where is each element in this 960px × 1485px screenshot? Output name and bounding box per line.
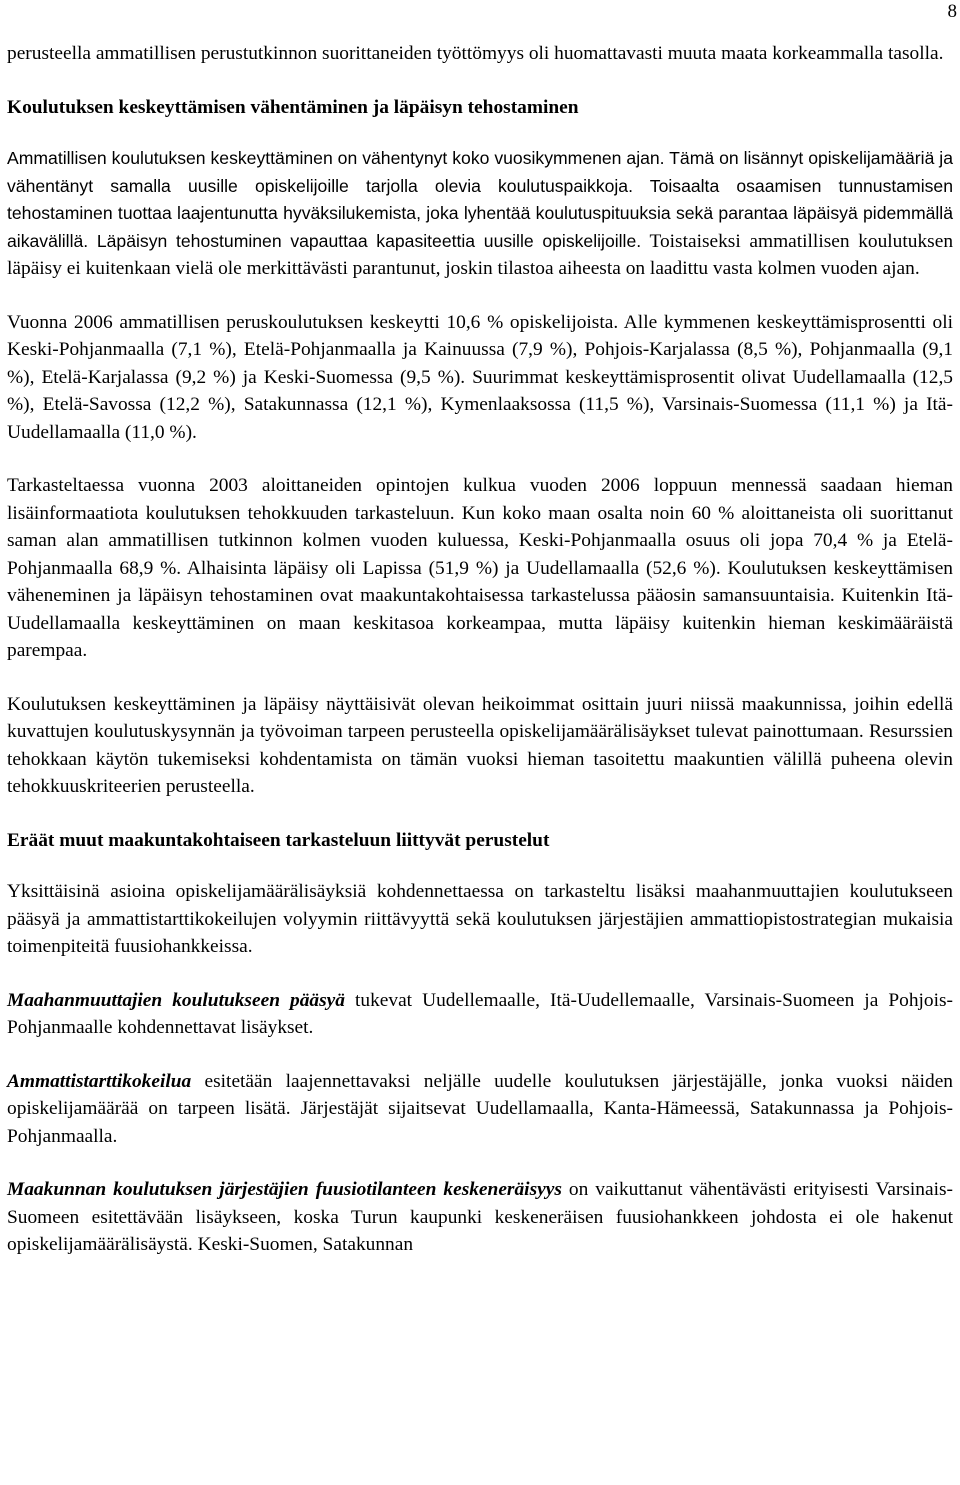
- paragraph-vocational-start: [7, 1068, 953, 1151]
- paragraph-dropout-trend-serif: Toistaiseksi ammatillisen koulutuksen läpäisy ei kuitenkaan vielä ole merkittävästi parantunut, joskin tilastoa aiheesta on laadittu vasta kolmen vuoden ajan.: [7, 230, 954, 279]
- paragraph-immigrants-rest: tukevat Uudellemaalle, Itä-Uudellemaalle, Varsinais-Suomeen ja Pohjois-Pohjanmaalle kohdennettavat lisäykset.: [7, 989, 953, 1038]
- paragraph-fusion: [7, 1176, 953, 1259]
- paragraph-immigrants: [7, 987, 953, 1042]
- paragraph-completion-2003: Tarkasteltaessa vuonna 2003 aloittaneiden opintojen kulkua vuoden 2006 loppuun mennessä saadaan hieman lisäinformaatiota koulutuksen tehokkuuden tarkasteluun. Kun koko maan osalta noin 60 % aloittaneista oli suorittanut saman alan ammatillisen tutkinnon kolmen vuoden kuluessa, Keski-Pohjanmaalla osuus oli jopa 70,4 % ja Etelä-Pohjanmaalla 68,9 %. Alhaisinta läpäisy oli Lapissa (51,9 %) ja Uudellamaalla (52,6 %). Koulutuksen keskeyttämisen väheneminen ja läpäisyn tehostaminen ovat maakuntakohtaisessa tarkastelussa pääosin samansuuntaisia. Kuitenkin Itä-Uudellamaalla keskeyttäminen on maan keskitasoa korkeampaa, mutta läpäisy kuitenkin hieman keskimääräistä parempaa.: [7, 475, 953, 661]
- paragraph-dropout-2006: Vuonna 2006 ammatillisen peruskoulutuksen keskeytti 10,6 % opiskelijoista. Alle kymmenen keskeyttämisprosentti oli Keski-Pohjanmaalla (7,1 %), Etelä-Pohjanmaalla ja Kainuussa (7,9 %), Pohjois-Karjalassa (8,5 %), Pohjanmaalla (9,1 %), Etelä-Karjalassa (9,2 %) ja Keski-Suomessa (9,5 %). Suurimmat keskeyttämisprosentit olivat Uudellamaalla (12,5 %), Etelä-Savossa (12,2 %), Satakunnassa (12,1 %), Kymenlaaksossa (11,5 %), Varsinais-Suomessa (11,1 %) ja Itä-Uudellamaalla (11,0 %).: [7, 311, 953, 443]
- page-body: [7, 0, 953, 1259]
- paragraph-fusion-rest: on vaikuttanut vähentävästi erityisesti Varsinais-Suomeen esitettävään lisäykseen, koska Turun kaupunki keskeneräisen fuusiohankkeen johdosta ei ole hakenut opiskelijamäärälisäystä. Keski-Suomen, Satakunnan: [7, 1179, 953, 1255]
- paragraph-dropout-trend: [7, 145, 953, 283]
- paragraph-vocational-start-rest: esitetään laajennettavaksi neljälle uudelle koulutuksen järjestäjälle, jonka vuoksi näiden opiskelijamäärää on tarpeen lisätä. Järjestäjät sijaitsevat Uudellamaalla, Kanta-Hämeessä, Satakunnassa ja Pohjois-Pohjanmaalla.: [7, 1070, 953, 1147]
- paragraph-dropout-trend-sans: Ammatillisen koulutuksen keskeyttäminen on vähentynyt koko vuosikymmenen ajan. Tämä on lisännyt opiskelijamääriä ja vähentänyt samalla uusille opiskelijoille tarjolla olevia koulutuspaikkoja. Toisaalta osaamisen tunnustamisen tehostaminen tuottaa laajentunutta hyväksilukemista, joka lyhentää koulutuspituuksia sekä parantaa läpäisyä pidemmällä aikavälillä. Läpäisyn tehostuminen vapauttaa kapasiteettia uusille opiskelijoille.: [7, 148, 953, 251]
- page-number: 8: [947, 1, 957, 22]
- paragraph-fusion-lead: Maakunnan koulutuksen järjestäjien fuusiotilanteen keskeneräisyys: [7, 1179, 562, 1200]
- paragraph-individual-matters: Yksittäisinä asioina opiskelijamäärälisäyksiä kohdennettaessa on tarkasteltu lisäksi maahanmuuttajien koulutukseen pääsyä ja ammattistarttikokeilujen volyymin riittävyyttä sekä koulutuksen järjestäjien ammattiopistostrategian mukaisia toimenpiteitä fuusiohankkeissa.: [7, 881, 953, 957]
- paragraph-vocational-start-lead: Ammattistarttikokeilua: [7, 1070, 192, 1092]
- section-heading-other-grounds: Eräät muut maakuntakohtaiseen tarkasteluun liittyvät perustelut: [7, 829, 550, 851]
- paragraph-immigrants-lead: Maahanmuuttajien koulutukseen pääsyä: [7, 989, 345, 1011]
- paragraph-weakest-regions: Koulutuksen keskeyttäminen ja läpäisy näyttäisivät olevan heikoimmat osittain juuri niissä maakunnissa, joihin edellä kuvattujen koulutuskysynnän ja työvoiman tarpeen perusteella opiskelijamäärälisäykset tulevat painottumaan. Resurssien tehokkaan käytön tukemiseksi kohdentamista on tämän vuoksi hieman tasoitettu maakuntien välillä puheena olevin tehokkuuskriteerien perusteella.: [7, 693, 953, 797]
- paragraph-continuation: perusteella ammatillisen perustutkinnon suorittaneiden työttömyys oli huomattavasti muuta maata korkeammalla tasolla.: [7, 43, 944, 64]
- section-heading-dropout: Koulutuksen keskeyttämisen vähentäminen ja läpäisyn tehostaminen: [7, 96, 579, 118]
